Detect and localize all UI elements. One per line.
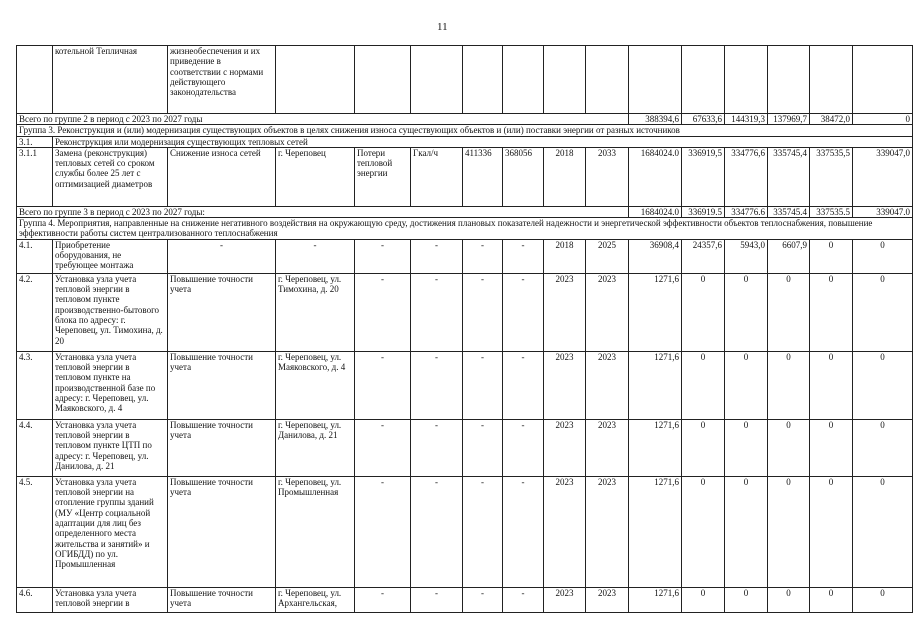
value-y2026 (810, 46, 853, 114)
indicator-unit: - (411, 351, 463, 419)
value-y2024: 0 (725, 476, 768, 587)
value-y2027: 339047,0 (853, 147, 913, 206)
value-y2026: 0 (810, 476, 853, 587)
value-y2024: 0 (725, 273, 768, 351)
project-purpose: Повышение точности учета (168, 351, 276, 419)
value-y2026: 0 (810, 239, 853, 273)
project-purpose: - (168, 239, 276, 273)
value-total: 1684024.0 (629, 147, 682, 206)
indicator-name: - (355, 239, 411, 273)
subgroup-heading: Реконструкция или модернизация существующих тепловых сетей (53, 136, 913, 147)
indicator-after: - (503, 419, 544, 476)
value-y2027 (853, 46, 913, 114)
value-y2026: 0 (810, 273, 853, 351)
end-year: 2023 (586, 587, 629, 612)
value-y2026: 0 (810, 351, 853, 419)
value-y2023: 336919.5 (682, 206, 725, 217)
indicator-before: - (463, 239, 503, 273)
table-row (17, 136, 913, 147)
indicator-name: Потери тепловой энергии (355, 147, 411, 206)
start-year: 2018 (544, 147, 586, 206)
indicator-before (463, 46, 503, 114)
project-name: Установка узла учета тепловой энергии в (53, 587, 168, 612)
indicator-before: 411336 (463, 147, 503, 206)
project-location: г. Череповец (276, 147, 355, 206)
value-y2023: 0 (682, 476, 725, 587)
value-y2023: 0 (682, 351, 725, 419)
value-y2025: 0 (768, 351, 810, 419)
project-name: котельной Тепличная (53, 46, 168, 114)
end-year: 2033 (586, 147, 629, 206)
end-year: 2023 (586, 476, 629, 587)
project-name: Приобретение оборудования, не требующее монтажа (53, 239, 168, 273)
value-y2027: 0 (853, 114, 913, 125)
start-year: 2023 (544, 273, 586, 351)
value-y2025: 0 (768, 273, 810, 351)
project-purpose: Повышение точности учета (168, 476, 276, 587)
table-row (17, 114, 913, 125)
indicator-after: - (503, 273, 544, 351)
value-y2023: 24357,6 (682, 239, 725, 273)
value-y2027: 0 (853, 587, 913, 612)
value-y2024: 5943,0 (725, 239, 768, 273)
indicator-unit: - (411, 273, 463, 351)
value-total: 1271,6 (629, 587, 682, 612)
table-row (17, 46, 913, 114)
indicator-before: - (463, 273, 503, 351)
indicator-unit: - (411, 476, 463, 587)
value-total: 1271,6 (629, 273, 682, 351)
project-purpose: Повышение точности учета (168, 587, 276, 612)
value-y2025 (768, 46, 810, 114)
value-total: 1271,6 (629, 351, 682, 419)
indicator-before: - (463, 351, 503, 419)
row-number (17, 46, 53, 114)
project-location: г. Череповец, ул. Маяковского, д. 4 (276, 351, 355, 419)
project-name: Установка узла учета тепловой энергии в тепловом пункте на производственной базе по адресу: г. Череповец, ул. Маяковского, д. 4 (53, 351, 168, 419)
value-y2024: 334776,6 (725, 147, 768, 206)
value-y2026: 0 (810, 587, 853, 612)
group-heading: Группа 3. Реконструкция и (или) модернизация существующих объектов в целях снижения износа существующих объектов и (или) поставки энергии от разных источников (17, 125, 913, 136)
value-y2027: 0 (853, 476, 913, 587)
indicator-unit: - (411, 587, 463, 612)
table-row (17, 419, 913, 476)
table-row (17, 587, 913, 612)
value-y2023: 0 (682, 273, 725, 351)
value-total: 388394,6 (629, 114, 682, 125)
row-number: 3.1.1 (17, 147, 53, 206)
value-y2024: 144319,3 (725, 114, 768, 125)
project-name: Установка узла учета тепловой энергии в тепловом пункте производственно-бытового блока по адресу: г. Череповец, ул. Тимохина, д. 20 (53, 273, 168, 351)
value-total: 1271,6 (629, 419, 682, 476)
group-total-label: Всего по группе 3 в период с 2023 по 2027 годы: (17, 206, 629, 217)
value-y2027: 0 (853, 273, 913, 351)
indicator-unit (411, 46, 463, 114)
value-y2023: 67633,6 (682, 114, 725, 125)
table-row (17, 476, 913, 587)
project-name: Установка узла учета тепловой энергии в тепловом пункте ЦТП по адресу: г. Череповец, ул. Данилова, д. 21 (53, 419, 168, 476)
group-total-label: Всего по группе 2 в период с 2023 по 2027 годы (17, 114, 629, 125)
value-y2023: 336919,5 (682, 147, 725, 206)
project-location: - (276, 239, 355, 273)
value-y2027: 0 (853, 419, 913, 476)
indicator-name: - (355, 273, 411, 351)
value-y2023 (682, 46, 725, 114)
table-row (17, 218, 913, 240)
value-total: 1684024.0 (629, 206, 682, 217)
value-y2026: 337535.5 (810, 206, 853, 217)
end-year: 2025 (586, 239, 629, 273)
value-y2024: 0 (725, 351, 768, 419)
investment-program-table (16, 45, 913, 613)
value-y2025: 137969,7 (768, 114, 810, 125)
value-y2026: 337535,5 (810, 147, 853, 206)
value-y2025: 335745,4 (768, 147, 810, 206)
project-name: Замена (реконструкция) тепловых сетей со сроком службы более 25 лет с оптимизацией диаметров (53, 147, 168, 206)
value-y2025: 335745.4 (768, 206, 810, 217)
value-y2026: 0 (810, 419, 853, 476)
value-y2023: 0 (682, 587, 725, 612)
table-row (17, 273, 913, 351)
start-year (544, 46, 586, 114)
indicator-name: - (355, 419, 411, 476)
indicator-name: - (355, 587, 411, 612)
project-location: г. Череповец, ул. Тимохина, д. 20 (276, 273, 355, 351)
value-y2025: 0 (768, 419, 810, 476)
row-number: 3.1. (17, 136, 53, 147)
project-name: Установка узла учета тепловой энергии на отопление группы зданий (МУ «Центр социальной адаптации для лиц без определенного места жительства и занятий» и ОГИБДД) по ул. Промышленная (53, 476, 168, 587)
project-purpose: Снижение износа сетей (168, 147, 276, 206)
table-row (17, 206, 913, 217)
indicator-after (503, 46, 544, 114)
value-total: 1271,6 (629, 476, 682, 587)
table-row (17, 351, 913, 419)
value-y2025: 0 (768, 476, 810, 587)
start-year: 2018 (544, 239, 586, 273)
end-year (586, 46, 629, 114)
project-location: г. Череповец, ул. Архангельская, (276, 587, 355, 612)
indicator-before: - (463, 587, 503, 612)
end-year: 2023 (586, 419, 629, 476)
value-y2024: 334776.6 (725, 206, 768, 217)
end-year: 2023 (586, 273, 629, 351)
row-number: 4.1. (17, 239, 53, 273)
table-row (17, 239, 913, 273)
project-location: г. Череповец, ул. Данилова, д. 21 (276, 419, 355, 476)
row-number: 4.4. (17, 419, 53, 476)
indicator-before: - (463, 419, 503, 476)
value-y2025: 6607,9 (768, 239, 810, 273)
value-y2023: 0 (682, 419, 725, 476)
indicator-unit: Гкал/ч (411, 147, 463, 206)
project-purpose: Повышение точности учета (168, 273, 276, 351)
start-year: 2023 (544, 476, 586, 587)
indicator-before: - (463, 476, 503, 587)
table-row (17, 147, 913, 206)
start-year: 2023 (544, 419, 586, 476)
project-purpose: Повышение точности учета (168, 419, 276, 476)
indicator-name: - (355, 351, 411, 419)
value-y2024: 0 (725, 587, 768, 612)
indicator-after: - (503, 587, 544, 612)
value-y2027: 0 (853, 239, 913, 273)
group-heading: Группа 4. Мероприятия, направленные на снижение негативного воздействия на окружающую среду, достижения плановых показателей надежности и энергетической эффективности объектов теплоснабжения, повышение эффективности работы систем централизованного теплоснабжения (17, 218, 913, 240)
row-number: 4.3. (17, 351, 53, 419)
indicator-name (355, 46, 411, 114)
value-y2024 (725, 46, 768, 114)
value-y2027: 0 (853, 351, 913, 419)
page-number: 11 (437, 21, 448, 33)
indicator-name: - (355, 476, 411, 587)
table-row (17, 125, 913, 136)
project-purpose: жизнеобеспечения и их приведение в соответствии с нормами действующего законодательства (168, 46, 276, 114)
project-location (276, 46, 355, 114)
indicator-after: 368056 (503, 147, 544, 206)
value-y2024: 0 (725, 419, 768, 476)
indicator-after: - (503, 476, 544, 587)
value-y2027: 339047.0 (853, 206, 913, 217)
value-y2026: 38472,0 (810, 114, 853, 125)
start-year: 2023 (544, 587, 586, 612)
indicator-after: - (503, 239, 544, 273)
start-year: 2023 (544, 351, 586, 419)
row-number: 4.6. (17, 587, 53, 612)
row-number: 4.5. (17, 476, 53, 587)
indicator-after: - (503, 351, 544, 419)
value-y2025: 0 (768, 587, 810, 612)
value-total: 36908,4 (629, 239, 682, 273)
end-year: 2023 (586, 351, 629, 419)
indicator-unit: - (411, 239, 463, 273)
row-number: 4.2. (17, 273, 53, 351)
project-location: г. Череповец, ул. Промышленная (276, 476, 355, 587)
indicator-unit: - (411, 419, 463, 476)
value-total (629, 46, 682, 114)
